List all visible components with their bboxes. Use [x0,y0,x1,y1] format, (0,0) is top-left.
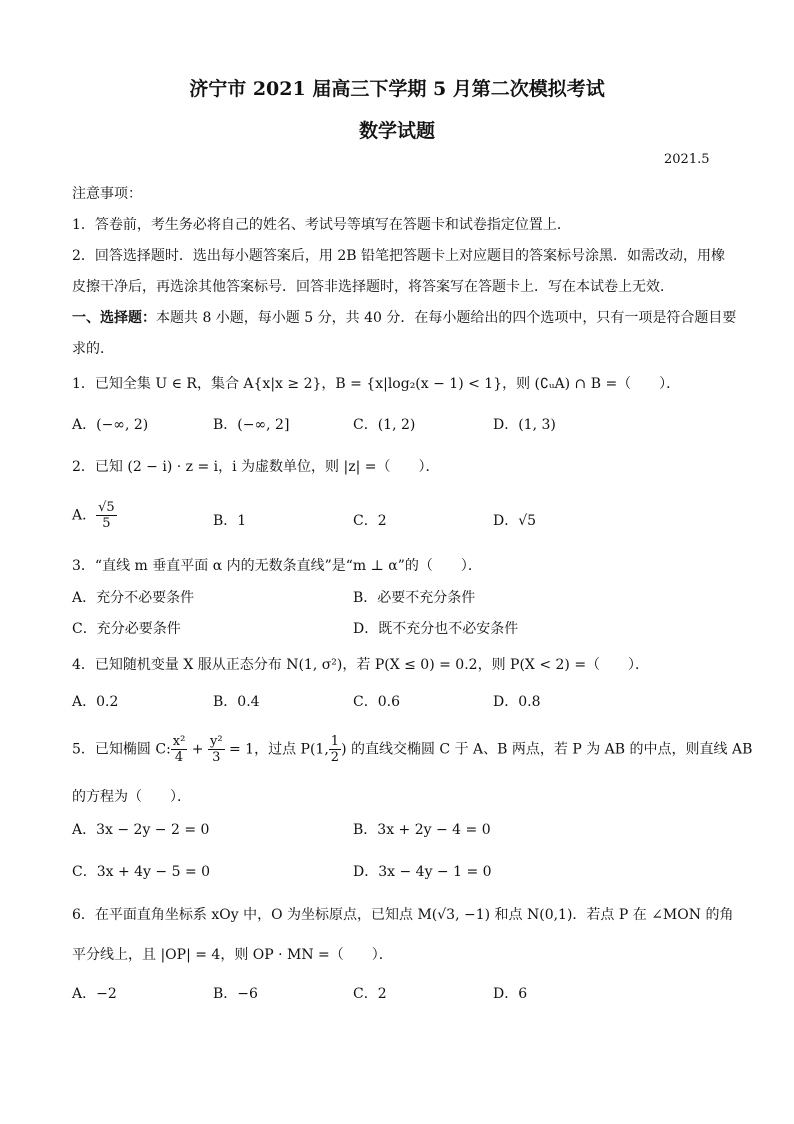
q4-option-a: A．0.2 [72,694,119,710]
question-3-stem: 3．“直线 m 垂直平面 α 内的无数条直线”是“m ⊥ α”的（ ）． [72,558,482,574]
q3-option-c: C．充分必要条件 [72,621,181,637]
question-5-stem-cont: 的方程为（ ）． [72,789,191,805]
q5-option-a: A．3x − 2y − 2 = 0 [72,822,210,838]
q2-option-a-label: A． [72,507,97,524]
q6-option-a: A．−2 [72,986,117,1002]
section-text-cont: 求的． [72,341,114,357]
fraction-numerator: x² [172,734,186,749]
q3-option-b: B．必要不充分条件 [353,590,476,606]
fraction-numerator: 1 [330,734,340,749]
fraction-denominator: 3 [212,750,221,765]
q1-option-b: B．(−∞, 2] [213,417,290,433]
exam-date: 2021.5 [664,152,710,167]
q2-option-a-fraction [96,500,117,531]
notice-heading: 注意事项： [72,186,142,202]
q5-plus: + [187,741,208,758]
fraction-denominator: 4 [174,750,184,765]
q5-option-d: D．3x − 4y − 1 = 0 [353,864,492,880]
q3-option-a: A．充分不必要条件 [72,590,195,606]
fraction-denominator: 2 [330,750,340,765]
question-2-stem: 2．已知 (2 − i) · z = i，i 为虚数单位，则 |z| =（ ）． [72,459,440,475]
q5-stem-mid: = 1，过点 P(1, [224,741,329,758]
q6-option-b: B．−6 [213,986,258,1002]
q4-option-b: B．0.4 [213,694,260,710]
q5-fraction-x [171,734,188,765]
section-lead: 一、选择题： [72,310,156,326]
fraction-numerator: √5 [98,500,115,515]
q1-option-a: A．(−∞, 2) [72,417,149,433]
q6-option-d: D．6 [493,986,528,1002]
fraction-numerator: y² [209,734,223,749]
question-4-stem: 4．已知随机变量 X 服从正态分布 N(1, σ²)，若 P(X ≤ 0) = 0.2，则 P(X < 2) =（ ）． [72,657,650,673]
q1-option-d: D．(1, 3) [493,417,556,433]
question-6-stem-cont: 平分线上，且 |OP| = 4，则 OP · MN =（ ）． [72,947,393,963]
notice-item-1: 1．答卷前，考生务必将自己的姓名、考试号等填写在答题卡和试卷指定位置上． [72,217,571,233]
q2-option-d: D．√5 [493,513,537,529]
question-6-stem: 6．在平面直角坐标系 xOy 中，O 为坐标原点，已知点 M(√3, −1) 和点 N(0,1)．若点 P 在 ∠MON 的角 [72,907,734,923]
q2-option-b: B．1 [213,513,247,529]
notice-item-2-cont: 皮擦干净后，再选涂其他答案标号．回答非选择题时，将答案写在答题卡上．写在本试卷上无效． [72,279,674,295]
q5-option-c: C．3x + 4y − 5 = 0 [72,864,211,880]
fraction-denominator: 5 [102,516,111,531]
q5-stem-post: ) 的直线交椭圆 C 于 A、B 两点，若 P 为 AB 的中点，则直线 AB [341,741,753,758]
q6-option-c: C．2 [353,986,387,1002]
question-5-stem [72,734,752,765]
section-text: 本题共 8 小题，每小题 5 分，共 40 分．在每小题给出的四个选项中，只有一项是符合题目要 [156,310,737,326]
section-heading [72,308,736,328]
notice-item-2: 2．回答选择题时．选出每小题答案后，用 2B 铅笔把答题卡上对应题目的答案标号涂黑．如需改动，用橡 [72,248,726,264]
question-1-stem: 1．已知全集 U ∈ R，集合 A{x|x ≥ 2}，B = {x|log₂(x − 1) < 1}，则 (∁ᵤA) ∩ B =（ ）． [72,376,681,392]
exam-title: 济宁市 2021 届高三下学期 5 月第二次模拟考试 [189,78,605,100]
q5-stem-pre: 5．已知椭圆 C: [72,741,171,758]
q4-option-c: C．0.6 [353,694,400,710]
q2-option-a [72,500,117,531]
q5-option-b: B．3x + 2y − 4 = 0 [353,822,491,838]
exam-subtitle: 数学试题 [358,120,435,142]
q3-option-d: D．既不充分也不必安条件 [353,621,519,637]
q5-fraction-y [208,734,225,765]
q5-fraction-half [329,734,341,765]
q4-option-d: D．0.8 [493,694,541,710]
q1-option-c: C．(1, 2) [353,417,416,433]
q2-option-c: C．2 [353,513,387,529]
